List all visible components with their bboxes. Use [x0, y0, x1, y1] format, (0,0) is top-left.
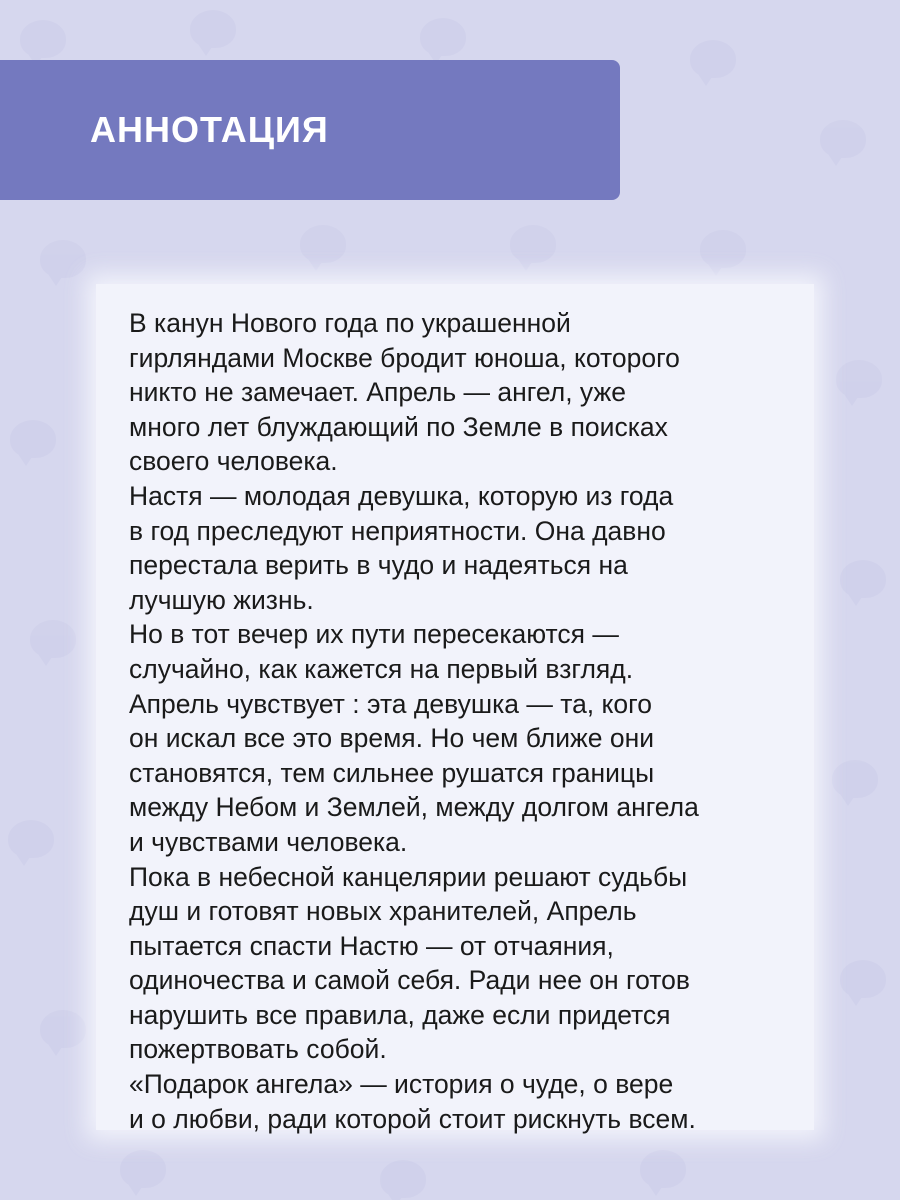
annotation-paragraph: Пока в небесной канцелярии решают судьбы душ и готовят новых хранителей, Апрель пытается спасти Настю — от отчаяния, одиночества и самой себя. Ради нее он готов нарушить все правила, даже если придется пожертвовать собой.: [129, 861, 690, 1065]
speech-bubble-decor: [840, 960, 886, 998]
annotation-paragraph: В канун Нового года по украшенной гирляндами Москве бродит юноша, которого никто не замечает. Апрель — ангел, уже много лет блуждающий по Земле в поисках своего человека.: [129, 308, 680, 477]
speech-bubble-decor: [8, 820, 54, 858]
speech-bubble-decor: [20, 20, 66, 58]
speech-bubble-decor: [380, 1160, 426, 1198]
header-banner: [0, 60, 620, 200]
speech-bubble-decor: [120, 1150, 166, 1188]
speech-bubble-decor: [690, 40, 736, 78]
speech-bubble-decor: [832, 760, 878, 798]
speech-bubble-decor: [510, 225, 556, 263]
speech-bubble-decor: [30, 620, 76, 658]
speech-bubble-decor: [420, 18, 466, 56]
annotation-card: [96, 284, 814, 1134]
annotation-paragraph: Но в тот вечер их пути пересекаются — случайно, как кажется на первый взгляд. Апрель чувствует : эта девушка — та, кого он искал все это время. Но чем ближе они становятся, тем сильнее рушатся границы между Небом и Землей, между долгом ангела и чувствами человека.: [129, 619, 699, 857]
speech-bubble-decor: [40, 1010, 86, 1048]
speech-bubble-decor: [640, 1150, 686, 1188]
speech-bubble-decor: [840, 560, 886, 598]
speech-bubble-decor: [836, 360, 882, 398]
annotation-paragraph: «Подарок ангела» — история о чуде, о вере и о любви, ради которой стоит рискнуть всем.: [129, 1069, 696, 1134]
speech-bubble-decor: [820, 120, 866, 158]
speech-bubble-decor: [10, 420, 56, 458]
speech-bubble-decor: [700, 230, 746, 268]
speech-bubble-decor: [40, 240, 86, 278]
speech-bubble-decor: [300, 225, 346, 263]
annotation-paragraph: Настя — молодая девушка, которую из года в год преследуют неприятности. Она давно перестала верить в чудо и надеяться на лучшую жизнь.: [129, 480, 674, 615]
page-title: АННОТАЦИЯ: [90, 109, 329, 150]
speech-bubble-decor: [190, 10, 236, 48]
